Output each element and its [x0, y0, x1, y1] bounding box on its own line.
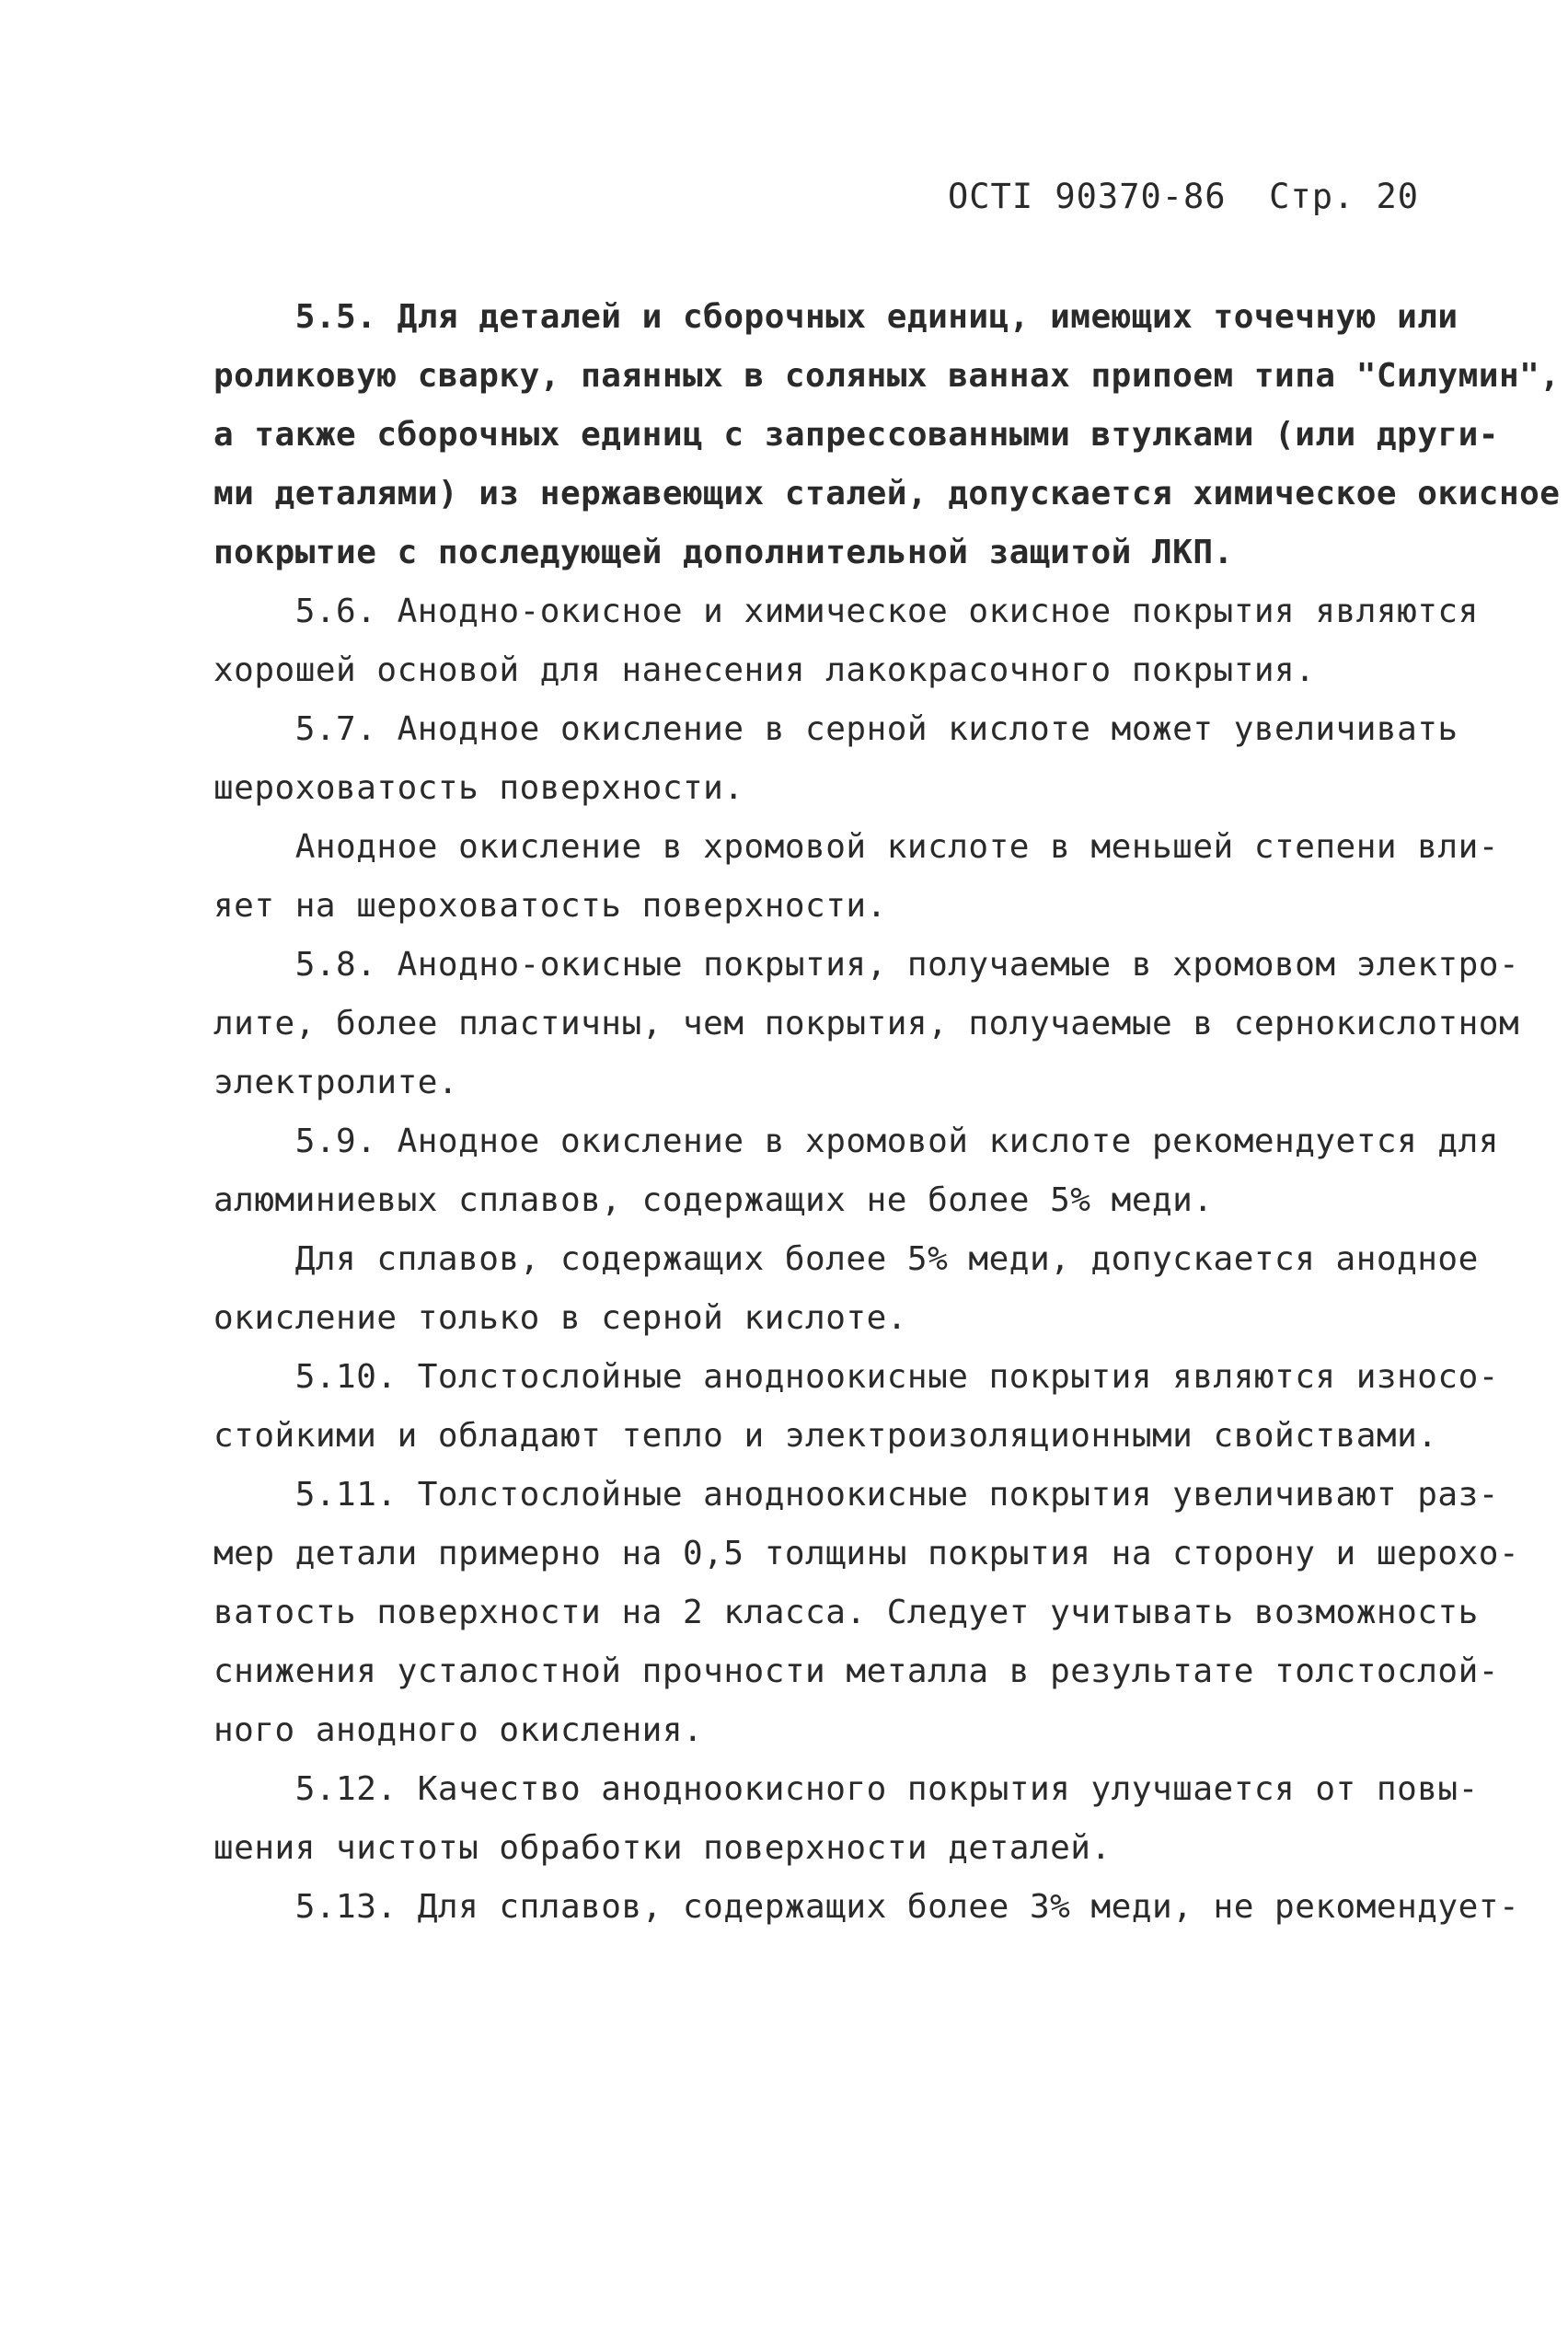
text-line: ми деталями) из нержавеющих сталей, допускается химическое окисное: [213, 475, 1561, 512]
document-number: ОСТI 90370-86: [948, 177, 1227, 216]
text-line: Для сплавов, содержащих более 5% меди, допускается анодное: [213, 1240, 1479, 1278]
text-line: ватость поверхности на 2 класса. Следует учитывать возможность: [213, 1594, 1479, 1631]
text-line: 5.6. Анодно-окисное и химическое окисное покрытия являются: [213, 593, 1479, 630]
page-number: Стр. 20: [1269, 177, 1420, 216]
text-line: 5.13. Для сплавов, содержащих более 3% меди, не рекомендует-: [213, 1888, 1520, 1926]
text-line: 5.11. Толстослойные анодноокисные покрытия увеличивают раз-: [213, 1476, 1499, 1514]
text-line: Анодное окисление в хромовой кислоте в меньшей степени вли-: [213, 828, 1499, 866]
text-line: а также сборочных единиц с запрессованными втулками (или други-: [213, 416, 1499, 454]
text-line: 5.12. Качество анодноокисного покрытия улучшается от повы-: [213, 1770, 1479, 1808]
text-line: хорошей основой для нанесения лакокрасочного покрытия.: [213, 651, 1316, 689]
text-line: 5.10. Толстослойные анодноокисные покрытия являются износо-: [213, 1358, 1499, 1396]
text-line: 5.8. Анодно-окисные покрытия, получаемые в хромовом электро-: [213, 946, 1520, 984]
text-line: покрытие с последующей дополнительной защитой ЛКП.: [213, 534, 1234, 571]
text-line: ного анодного окисления.: [213, 1711, 704, 1749]
text-line: алюминиевых сплавов, содержащих не более 5% меди.: [213, 1181, 1214, 1219]
page-header: [948, 177, 1419, 216]
text-line: 5.5. Для деталей и сборочных единиц, имеющих точечную или: [213, 298, 1458, 336]
text-line: 5.9. Анодное окисление в хромовой кислоте рекомендуется для: [213, 1123, 1499, 1160]
text-line: роликовую сварку, паянных в соляных ваннах припоем типа "Силумин",: [213, 357, 1561, 395]
text-line: лите, более пластичны, чем покрытия, получаемые в сернокислотном: [213, 1005, 1520, 1042]
text-line: снижения усталостной прочности металла в результате толстослой-: [213, 1652, 1499, 1690]
text-line: окисление только в серной кислоте.: [213, 1299, 907, 1337]
text-line: электролите.: [213, 1064, 459, 1101]
text-line: шероховатость поверхности.: [213, 769, 744, 807]
text-line: стойкими и обладают тепло и электроизоляционными свойствами.: [213, 1417, 1438, 1455]
text-line: мер детали примерно на 0,5 толщины покрытия на сторону и шерохо-: [213, 1535, 1520, 1572]
text-line: 5.7. Анодное окисление в серной кислоте может увеличивать: [213, 710, 1458, 748]
text-line: шения чистоты обработки поверхности деталей.: [213, 1829, 1112, 1867]
text-line: яет на шероховатость поверхности.: [213, 887, 887, 925]
